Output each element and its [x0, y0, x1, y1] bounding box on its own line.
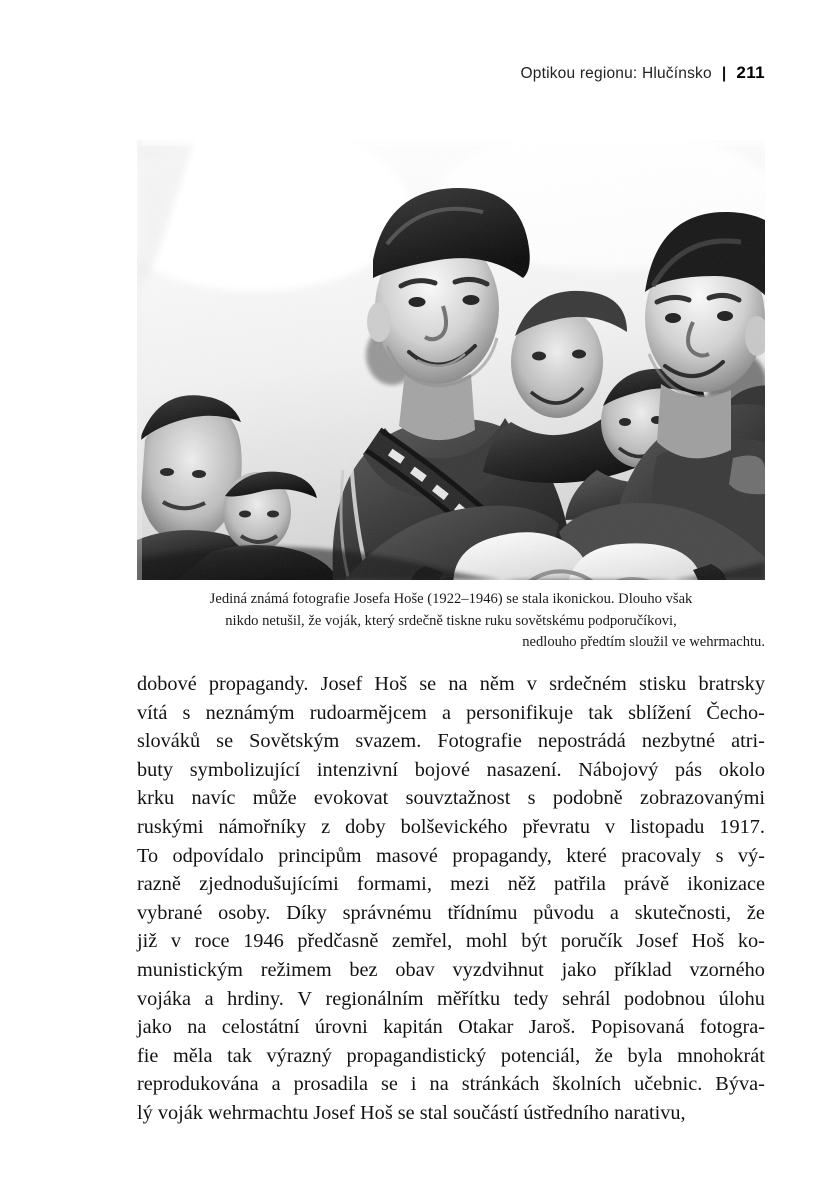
body-word: úlohu [718, 987, 765, 1010]
body-word: s [182, 701, 191, 724]
body-word: Hoš [691, 930, 725, 953]
running-head-separator: | [721, 65, 727, 82]
body-word: Fotografie [437, 730, 522, 753]
body-word: právě [624, 873, 670, 896]
body-word: souvztažnost [405, 787, 511, 810]
body-word: bratrsky [698, 673, 765, 695]
body-word: na [429, 1073, 449, 1096]
body-word: příklad [614, 958, 672, 981]
body-word: hrdiny. [227, 987, 284, 1010]
caption-line: nikdo netušil, že voják, který srdečně tiskne ruku sovětskému podporučíkovi, [225, 612, 677, 629]
body-line [137, 870, 765, 899]
body-line [137, 985, 765, 1014]
body-word: ikonizace [687, 873, 765, 896]
body-word: a [204, 987, 214, 1010]
body-word: měla [173, 1044, 213, 1067]
photograph [137, 140, 765, 580]
body-word: 1946 [243, 930, 284, 953]
body-line [137, 813, 765, 842]
body-word: slováků [137, 730, 201, 753]
body-line [137, 956, 765, 985]
body-word: regionálním [325, 987, 424, 1010]
body-word: celostátní [221, 1016, 300, 1039]
body-word: evokovat [313, 787, 389, 810]
body-word: zobrazovanými [639, 787, 765, 810]
body-word: roce [194, 930, 230, 953]
body-word: 1917. [719, 815, 765, 838]
figure [137, 140, 765, 654]
body-word: stránkách [461, 1073, 540, 1096]
body-word: vojáka [137, 987, 192, 1010]
body-word: v [526, 673, 537, 695]
body-word: ko- [737, 930, 765, 953]
body-word: Otakar [458, 1016, 514, 1039]
body-word: doby [345, 815, 386, 838]
body-line [137, 670, 765, 699]
body-word: Josef [636, 930, 678, 953]
body-word: nepostrádá [537, 730, 626, 753]
body-word: Sovětským [249, 730, 340, 753]
body-word: z [321, 815, 331, 838]
body-word: masové [375, 844, 438, 867]
body-word: může [252, 787, 297, 810]
body-word: úrovni [314, 1016, 368, 1039]
body-word: Josef [320, 673, 363, 695]
body-word: nasazení. [486, 758, 562, 781]
body-word: stisku [638, 673, 687, 695]
body-word: vyzdvihnut [452, 958, 544, 981]
body-line [137, 727, 765, 756]
body-word: vítá [137, 701, 168, 724]
body-word: intenzivní [316, 758, 399, 781]
body-word: a [609, 901, 619, 924]
body-word: učebnic. [634, 1073, 703, 1096]
body-word: To [137, 844, 159, 867]
body-word: jako [561, 958, 597, 981]
body-word: předčasně [297, 930, 379, 953]
body-word: navíc [191, 787, 236, 810]
caption-line: nedlouho předtím sloužil ve wehrmachtu. [522, 634, 765, 651]
body-word: kapitán [383, 1016, 443, 1039]
body-line [137, 1070, 765, 1099]
body-word: listopadu [630, 815, 705, 838]
running-head-title: Optikou regionu: Hlučínsko [520, 65, 712, 82]
body-word: již [137, 930, 158, 953]
body-word: Nábojový [578, 758, 659, 781]
body-word: bez [349, 958, 378, 981]
body-word: Jaroš. [528, 1016, 576, 1039]
body-word: být [521, 930, 548, 953]
body-line [137, 899, 765, 928]
body-word: propagandy, [452, 844, 552, 867]
body-word: ruskými [137, 815, 204, 838]
body-word: propagandistický [346, 1044, 487, 1067]
body-word: tedy [513, 987, 549, 1010]
body-line: lý voják wehrmachtu Josef Hoš se stal součástí ústředního narativu, [137, 1101, 686, 1124]
body-word: vybrané [137, 901, 203, 924]
body-word: i [410, 1073, 417, 1096]
body-word: a [441, 701, 451, 724]
body-word: které [566, 844, 607, 867]
body-word: odpovídalo [172, 844, 264, 867]
body-word: prosadila [293, 1073, 368, 1096]
body-word: měřítku [437, 987, 501, 1010]
body-word: buty [137, 758, 174, 781]
body-word: dobové [137, 673, 197, 695]
body-word: zemřel, [392, 930, 453, 953]
body-word: se [381, 1073, 398, 1096]
body-line [137, 784, 765, 813]
body-word: srdečném [549, 673, 627, 695]
body-word: skutečnosti, [634, 901, 732, 924]
body-word: původu [533, 901, 595, 924]
body-word: v [170, 930, 182, 953]
body-word: reprodukována [137, 1073, 259, 1096]
body-word: razně [137, 873, 181, 896]
body-word: rudoarmějcem [309, 701, 427, 724]
body-word: podobnou [624, 987, 706, 1010]
body-word: mnohokrát [677, 1044, 765, 1067]
body-word: munistickým [137, 958, 243, 981]
body-word: na [448, 673, 468, 695]
body-word: něm [479, 673, 515, 695]
body-word: byla [627, 1044, 663, 1067]
body-word: a [271, 1073, 281, 1096]
body-word: fotogra- [699, 1016, 765, 1039]
body-word: vý- [737, 844, 765, 867]
body-word: symbolizující [189, 758, 301, 781]
body-word: že [594, 1044, 613, 1067]
body-word: se [216, 730, 234, 753]
body-word: pás [675, 758, 703, 781]
body-word: personifikuje [466, 701, 574, 724]
body-word: Čecho- [706, 701, 765, 724]
body-word: atri- [731, 730, 765, 753]
body-word: krku [137, 787, 175, 810]
body-line [137, 927, 765, 956]
body-word: bojové [414, 758, 470, 781]
body-word: sblížení [628, 701, 692, 724]
body-word: zjednodušujícími [199, 873, 339, 896]
body-word: mohl [465, 930, 508, 953]
body-word: námořníky [218, 815, 307, 838]
body-word: Hoš [374, 673, 408, 695]
body-word: principům [278, 844, 362, 867]
body-word: s [527, 787, 536, 810]
body-word: obav [395, 958, 435, 981]
body-word: tak [588, 701, 613, 724]
body-word: fie [137, 1044, 159, 1067]
body-word: Popisovaná [590, 1016, 685, 1039]
body-word: patřila [554, 873, 606, 896]
body-word: mezi [450, 873, 490, 896]
caption-line: Jediná známá fotografie Josefa Hoše (1922–1946) se stala ikonickou. Dlouho však [209, 591, 693, 607]
body-word: svazem. [355, 730, 422, 753]
figure-caption [137, 589, 765, 654]
body-line [137, 756, 765, 785]
body-word: třídnímu [447, 901, 518, 924]
body-word: bolševického [400, 815, 508, 838]
page-number: 211 [736, 63, 765, 82]
body-line [137, 842, 765, 871]
body-word: jako [137, 1016, 172, 1039]
body-word: propagandy. [208, 673, 309, 695]
body-word: vzorného [689, 958, 765, 981]
body-word: něž [507, 873, 536, 896]
body-word: s [715, 844, 724, 867]
body-word: V [297, 987, 312, 1010]
running-head [137, 63, 765, 83]
body-word: na [187, 1016, 207, 1039]
body-word: okolo [718, 758, 765, 781]
body-word: se [419, 673, 437, 695]
body-word: režimem [260, 958, 332, 981]
body-word: poručík [560, 930, 623, 953]
body-word: tak [227, 1044, 252, 1067]
body-word: Býva- [715, 1073, 765, 1096]
body-word: pracovaly [621, 844, 702, 867]
photograph-image [137, 140, 765, 580]
body-word: potenciál, [500, 1044, 581, 1067]
body-text [137, 670, 765, 1128]
body-word: výrazný [266, 1044, 332, 1067]
body-word: v [604, 815, 616, 838]
body-line [137, 1013, 765, 1042]
body-word: formami, [356, 873, 432, 896]
body-word: Díky [286, 901, 327, 924]
body-line [137, 1042, 765, 1071]
body-word: sehrál [562, 987, 611, 1010]
body-word: školních [552, 1073, 622, 1096]
body-word: nezbytné [641, 730, 716, 753]
body-word: podobně [552, 787, 623, 810]
body-line [137, 699, 765, 728]
body-word: neznámým [205, 701, 295, 724]
body-word: převratu [522, 815, 591, 838]
body-word: že [746, 901, 765, 924]
body-word: správnému [342, 901, 432, 924]
body-word: osoby. [218, 901, 271, 924]
